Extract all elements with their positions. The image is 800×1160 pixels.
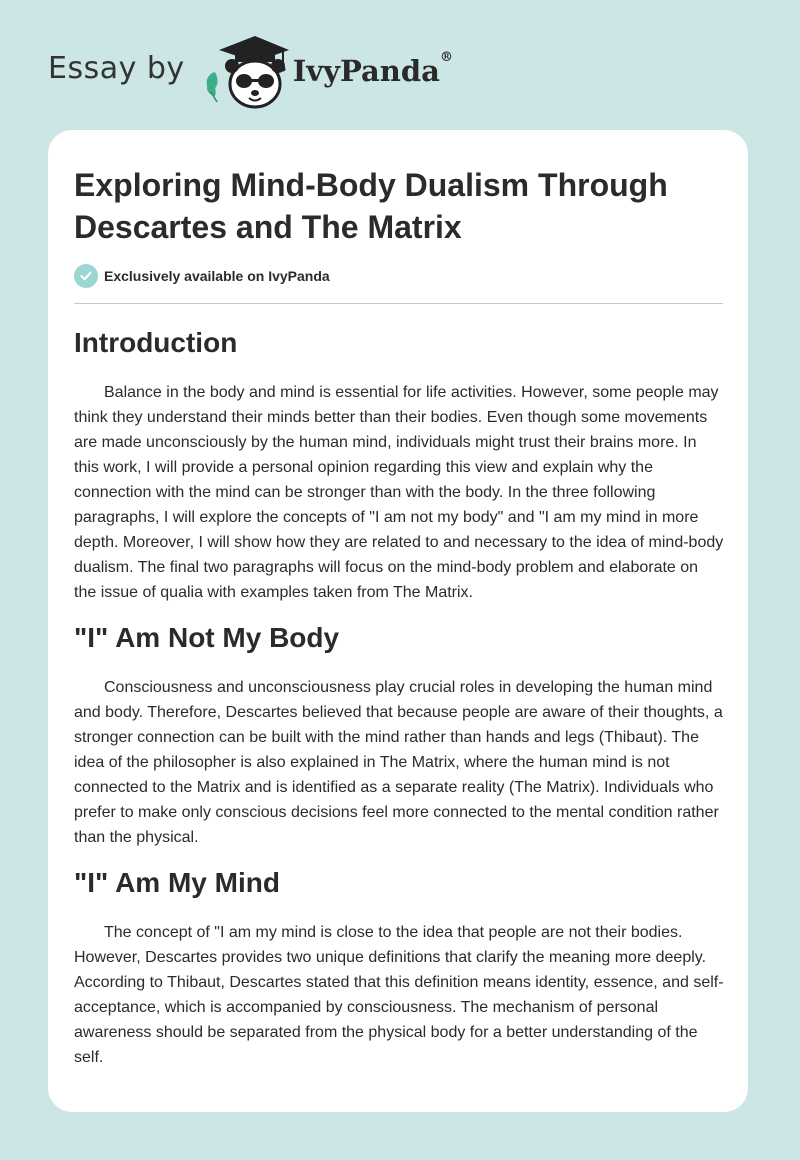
essay-card: [48, 130, 748, 1112]
essay-body: [74, 306, 724, 1070]
section-paragraph-introduction: Balance in the body and mind is essential for life activities. However, some people may think they understand their minds better than their bodies. Even though some movements are made unconsciously by the human mind, individuals might trust their brains more. In this work, I will provide a personal opinion regarding this view and explain why the connection with the mind can be stronger than with the body. In the three following paragraphs, I will explore the concepts of "I am not my body" and "I am my mind in more depth. Moreover, I will show how they are related to and necessary to the idea of mind-body dualism. The final two paragraphs will focus on the mind-body problem and elaborate on the issue of qualia with examples taken from The Matrix.: [74, 384, 724, 601]
section-paragraph-my-mind: The concept of "I am my mind is close to the idea that people are not their bodies. However, Descartes provides two unique definitions that clarify the meaning more deeply. According to Thibaut, Descartes stated that this definition means identity, essence, and self-acceptance, which is accompanied by consciousness. The mechanism of personal awareness should be separated from the physical body for a better understanding of the self.: [74, 924, 724, 1066]
exclusive-badge: [74, 264, 330, 288]
panda-graduate-logo-icon: [201, 30, 289, 110]
site-header: [48, 30, 453, 110]
section-heading-my-mind: "I" Am My Mind: [74, 867, 280, 898]
essay-title: Exploring Mind-Body Dualism Through Descartes and The Matrix: [74, 167, 668, 245]
check-circle-icon: [74, 264, 98, 288]
title-divider: [74, 303, 723, 304]
section-paragraph-not-my-body: Consciousness and unconsciousness play crucial roles in developing the human mind and body. Therefore, Descartes believed that because people are aware of their thoughts, a stronger connection can be built with the mind rather than hands and legs (Thibaut). The idea of the philosopher is also explained in The Matrix, where the human mind is not connected to the Matrix and is identified as a separate reality (The Matrix). Individuals who prefer to make only conscious decisions feel more connected to the mental condition rather than the physical.: [74, 679, 723, 846]
brand-name: [292, 50, 453, 88]
exclusive-label: Exclusively available on IvyPanda: [104, 268, 330, 284]
brand-text: IvyPanda: [292, 54, 440, 88]
essay-by-label: Essay by: [48, 50, 185, 86]
section-heading-not-my-body: "I" Am Not My Body: [74, 622, 340, 653]
section-heading-introduction: Introduction: [74, 327, 238, 358]
registered-mark: ®: [439, 50, 453, 65]
